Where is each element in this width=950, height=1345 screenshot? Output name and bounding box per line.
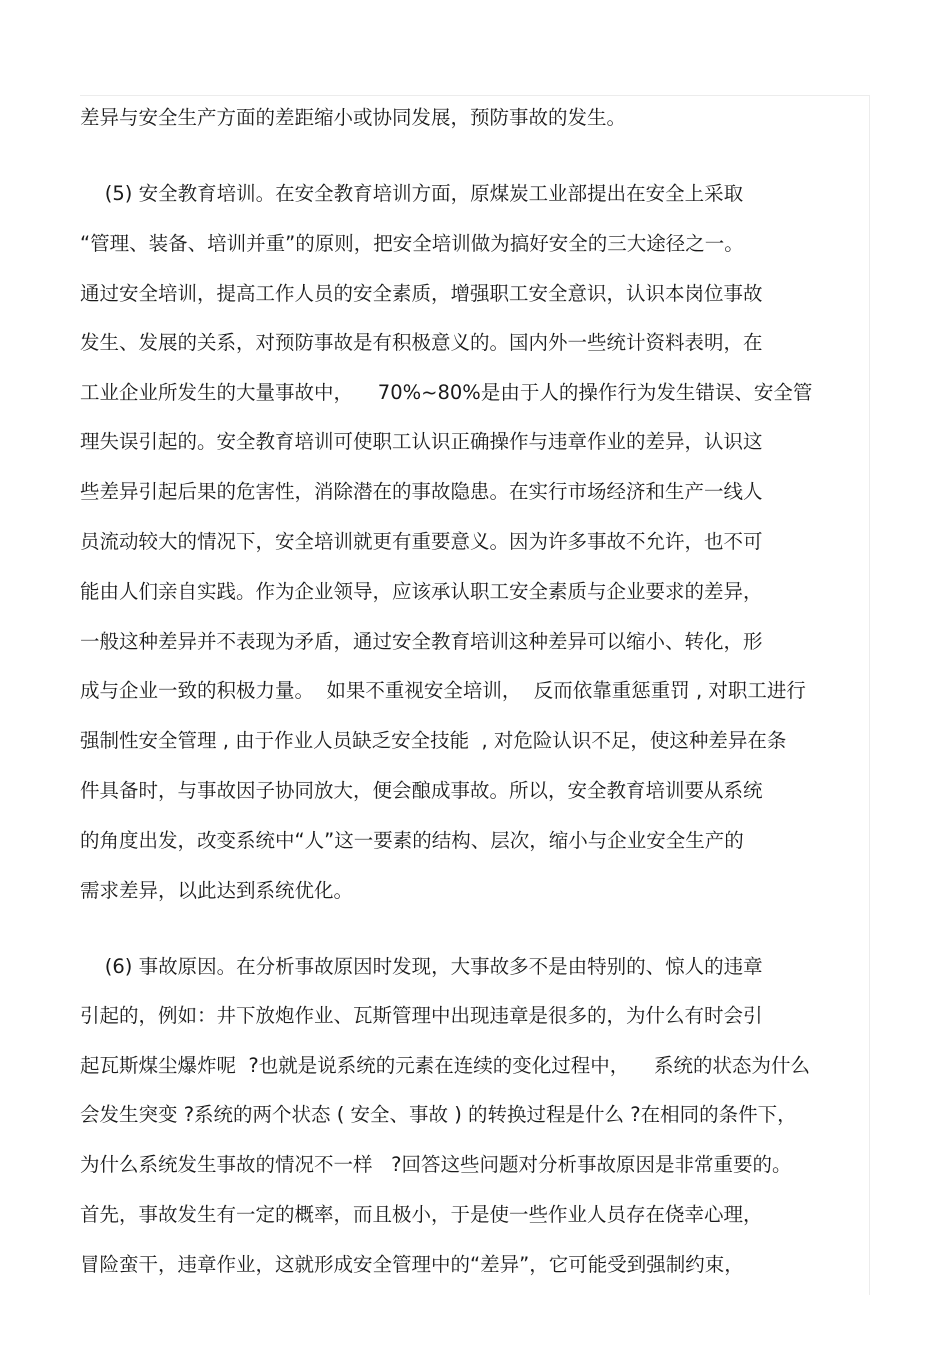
text-line: 起瓦斯煤尘爆炸呢 ?也就是说系统的元素在连续的变化过程中， 系统的状态为什么 (80, 1054, 811, 1077)
text-line: (5) 安全教育培训。在安全教育培训方面，原煤炭工业部提出在安全上采取 (80, 182, 744, 205)
text-line: 件具备时，与事故因子协同放大，便会酿成事故。所以，安全教育培训要从系统 (80, 779, 763, 802)
text-line: 会发生突变 ?系统的两个状态 ( 安全、事故 ) 的转换过程是什么 ?在相同的条件下， (80, 1103, 797, 1126)
text-line: 首先，事故发生有一定的概率，而且极小，于是使一些作业人员存在侥幸心理， (80, 1203, 763, 1226)
page-right-border (869, 95, 870, 1295)
text-line: 工业企业所发生的大量事故中， 70%~80%是由于人的操作行为发生错误、安全管 (80, 381, 813, 404)
text-line: 通过安全培训，提高工作人员的安全素质，增强职工安全意识，认识本岗位事故 (80, 282, 763, 305)
text-line: 强制性安全管理 , 由于作业人员缺乏安全技能 , 对危险认识不足，使这种差异在条 (80, 729, 787, 752)
text-line: 员流动较大的情况下，安全培训就更有重要意义。因为许多事故不允许，也不可 (80, 530, 763, 553)
text-line: 冒险蛮干，违章作业，这就形成安全管理中的“差异”，它可能受到强制约束， (80, 1253, 744, 1276)
text-line: 需求差异，以此达到系统优化。 (80, 879, 354, 902)
page-top-border (80, 95, 870, 96)
text-line: 一般这种差异并不表现为矛盾，通过安全教育培训这种差异可以缩小、转化，形 (80, 630, 763, 653)
text-line: “管理、装备、培训并重”的原则，把安全培训做为搞好安全的三大途径之一。 (80, 232, 744, 255)
text-line: 发生、发展的关系，对预防事故是有积极意义的。国内外一些统计资料表明，在 (80, 331, 763, 354)
text-line: 成与企业一致的积极力量。 如果不重视安全培训， 反而依靠重惩重罚 , 对职工进行 (80, 679, 806, 702)
text-line: 的角度出发，改变系统中“人”这一要素的结构、层次，缩小与企业安全生产的 (80, 829, 744, 852)
text-line: (6) 事故原因。在分析事故原因时发现，大事故多不是由特别的、惊人的违章 (80, 955, 763, 978)
text-line: 些差异引起后果的危害性，消除潜在的事故隐患。在实行市场经济和生产一线人 (80, 480, 763, 503)
text-line: 为什么系统发生事故的情况不一样 ?回答这些问题对分析事故原因是非常重要的。 (80, 1153, 792, 1176)
text-line: 差异与安全生产方面的差距缩小或协同发展，预防事故的发生。 (80, 106, 627, 129)
text-line: 理失误引起的。安全教育培训可使职工认识正确操作与违章作业的差异，认识这 (80, 430, 763, 453)
text-line: 能由人们亲自实践。作为企业领导，应该承认职工安全素质与企业要求的差异， (80, 580, 763, 603)
text-line: 引起的，例如：井下放炮作业、瓦斯管理中出现违章是很多的，为什么有时会引 (80, 1004, 763, 1027)
